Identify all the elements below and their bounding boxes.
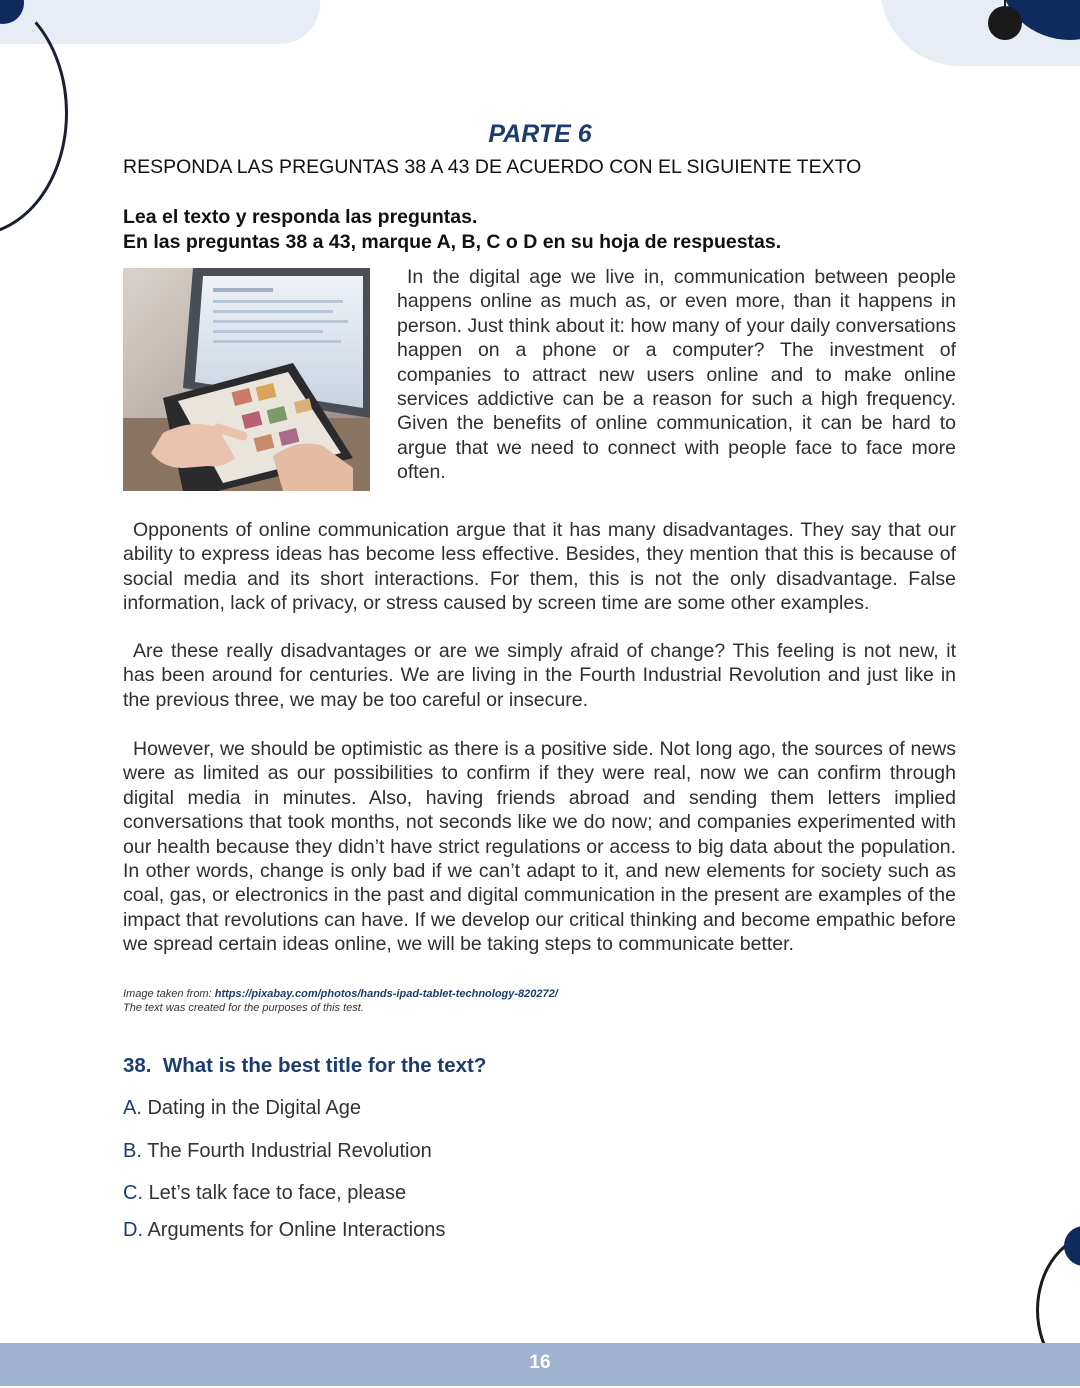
lead-line-1: Lea el texto y responda las preguntas.: [123, 206, 478, 228]
option-letter: C.: [123, 1182, 143, 1204]
image-credit-link[interactable]: https://pixabay.com/photos/hands-ipad-tablet-technology-820272/: [214, 988, 558, 1000]
option-letter: B.: [123, 1140, 142, 1162]
answer-option-b[interactable]: [123, 1140, 432, 1163]
question-text: What is the best title for the text?: [162, 1054, 487, 1077]
option-text: Dating in the Digital Age: [147, 1097, 361, 1119]
page-number: 16: [529, 1352, 551, 1373]
answer-option-a[interactable]: [123, 1097, 361, 1120]
section-instruction: RESPONDA LAS PREGUNTAS 38 A 43 DE ACUERDO CON EL SIGUIENTE TEXTO: [123, 156, 862, 178]
image-credit: [123, 987, 558, 1015]
answer-option-d[interactable]: [123, 1219, 445, 1242]
tablet-photo: [123, 268, 370, 491]
top-right-decor-dot: [988, 6, 1022, 40]
lead-line-2: En las preguntas 38 a 43, marque A, B, C o D en su hoja de respuestas.: [123, 231, 782, 253]
option-letter: D.: [123, 1219, 143, 1241]
text-credit-note: The text was created for the purposes of this test.: [123, 1002, 364, 1014]
answer-option-c[interactable]: [123, 1182, 406, 1205]
article-paragraph-2: Opponents of online communication argue that it has many disadvantages. They say that our ability to express ideas has become less effective. Besides, they mention that this is because of social media and its short interactions. For them, this is not the only disadvantage. False information, lack of privacy, or stress caused by screen time are some other examples.: [123, 519, 956, 615]
question-38: [123, 1054, 486, 1078]
lead-instructions: [123, 205, 781, 255]
option-text: Arguments for Online Interactions: [147, 1219, 446, 1241]
option-text: Let’s talk face to face, please: [148, 1182, 407, 1204]
option-text: The Fourth Industrial Revolution: [147, 1140, 432, 1162]
question-number: 38.: [123, 1054, 152, 1077]
option-letter: A.: [123, 1097, 142, 1119]
image-credit-prefix: Image taken from:: [123, 988, 215, 1000]
article-paragraph-3: Are these really disadvantages or are we simply afraid of change? This feeling is not new, it has been around for centuries. We are living in the Fourth Industrial Revolution and just like in the previous three, we may be too careful or insecure.: [123, 640, 956, 711]
page-title: PARTE 6: [488, 120, 592, 148]
article-paragraph-4: However, we should be optimistic as there is a positive side. Not long ago, the sources of news were as limited as our possibilities to confirm if they were real, now we can confirm through digital media in minutes. Also, having friends abroad and sending them letters implied conversations that took months, not seconds like we do now; and companies experimented with our health because they didn’t have strict regulations or access to big data about the population. In other words, change is only bad if we can’t adapt to it, and new elements for society such as coal, gas, or electronics in the past and digital communication in the present are examples of the impact that revolutions can have. If we develop our critical thinking and become empathic before we spread certain ideas online, we will be taking steps to communicate better.: [123, 738, 956, 956]
article-paragraph-1: In the digital age we live in, communication between people happens online as much as, or even more, than it happens in person. Just think about it: how many of your daily conversations happen on a phone or a computer? The investment of companies to attract new users online and to make online services addictive can be a reason for such a high frequency. Given the benefits of online communication, it can be hard to argue that we need to connect with people face to face more often.: [397, 266, 956, 484]
